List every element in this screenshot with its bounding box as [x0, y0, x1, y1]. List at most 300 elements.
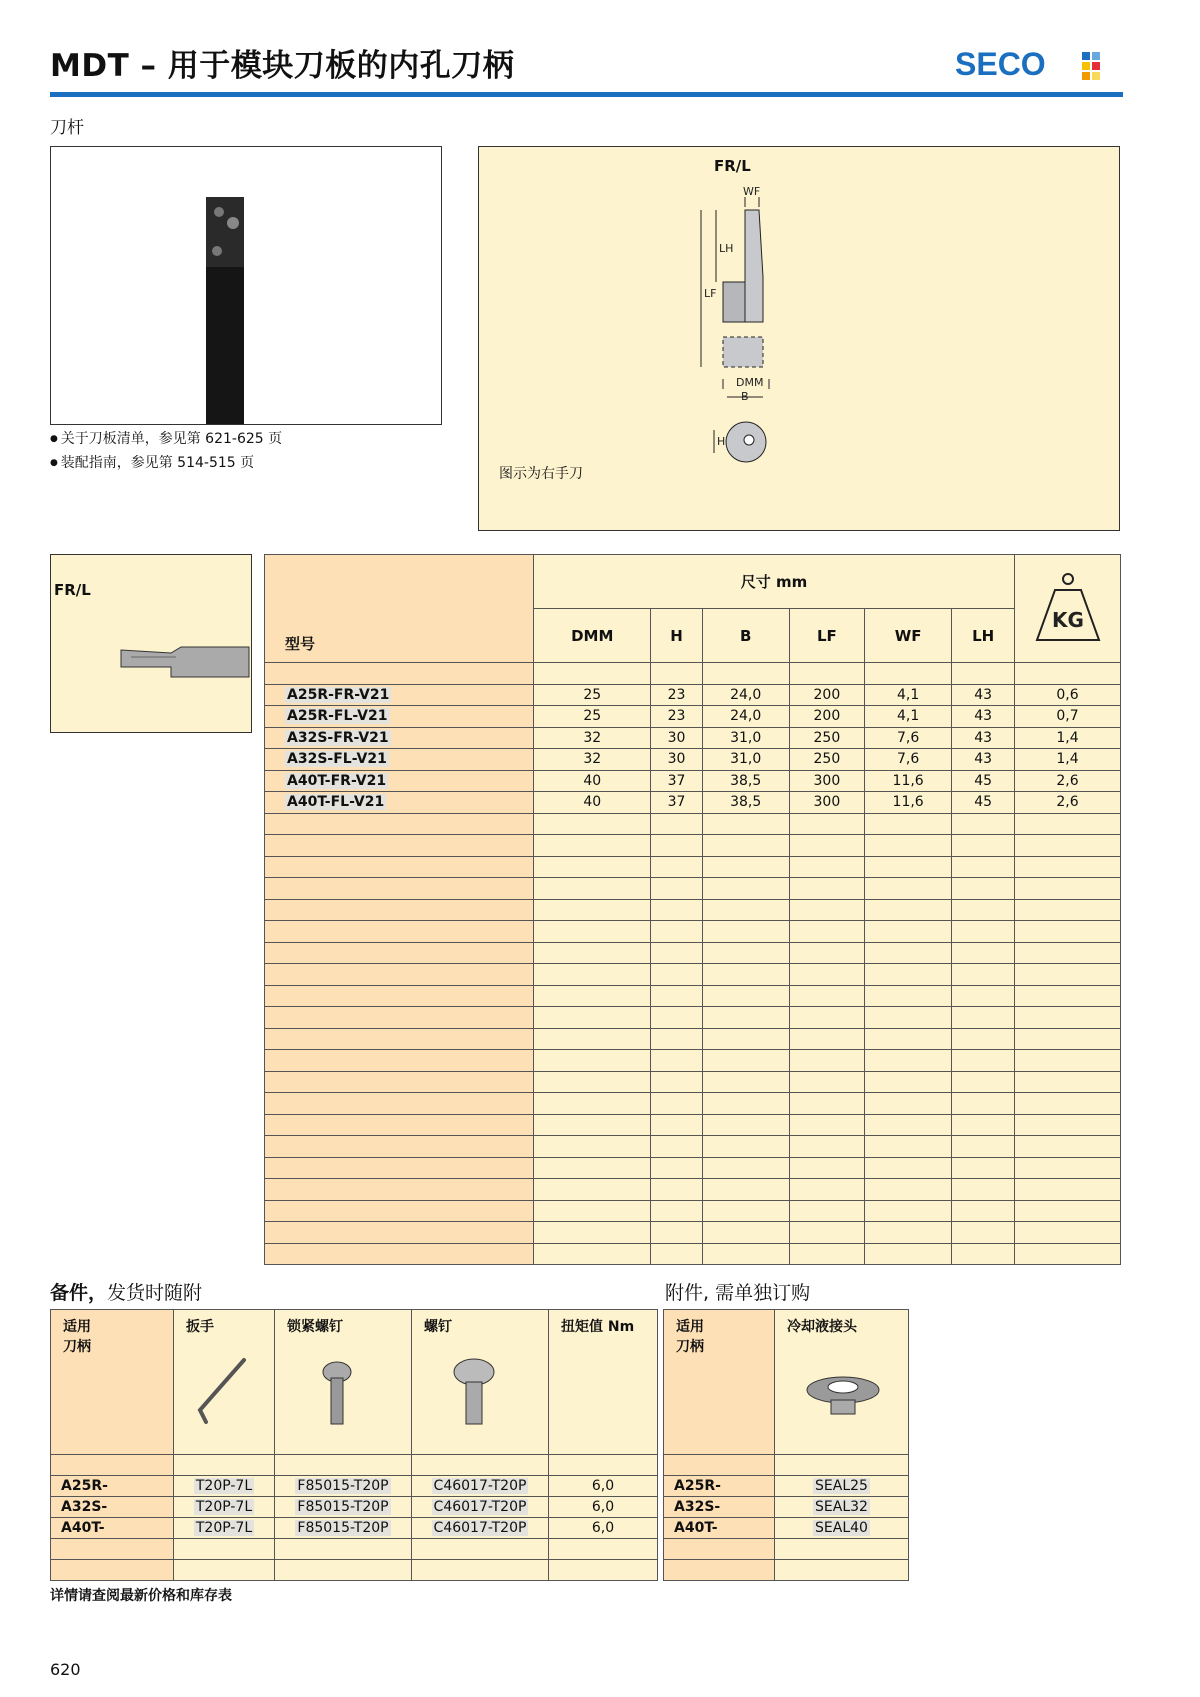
wf-cell: [865, 1114, 952, 1136]
b-cell: [702, 1007, 789, 1029]
wf-cell: [865, 921, 952, 943]
kg-cell: [1015, 856, 1121, 878]
accessory-row: [664, 1497, 909, 1518]
kg-cell: [1015, 1179, 1121, 1201]
kg-cell: [1015, 1093, 1121, 1115]
holder-cell: A25R-: [664, 1476, 775, 1497]
lock-value: F85015-T20P: [297, 1520, 389, 1536]
b-cell: [702, 1179, 789, 1201]
wf-cell: [865, 985, 952, 1007]
col-wf: WF: [865, 609, 952, 663]
table-row: [265, 749, 1121, 771]
lf-cell: [789, 1200, 864, 1222]
torque-cell: [549, 1560, 658, 1581]
model-code: A32S-FR-V21: [287, 729, 389, 746]
dmm-cell: 25: [534, 684, 651, 706]
coolant-value: SEAL32: [815, 1499, 868, 1515]
ac-coolant-header: 冷却液接头: [775, 1310, 909, 1455]
data-cell: [952, 663, 1015, 685]
table-row: [265, 942, 1121, 964]
lh-cell: [952, 921, 1015, 943]
table-row: [265, 856, 1121, 878]
lh-cell: [952, 942, 1015, 964]
holder-cell: A32S-: [664, 1497, 775, 1518]
dmm-cell: [534, 985, 651, 1007]
coolant-cell: [775, 1497, 909, 1518]
table-row: [265, 1028, 1121, 1050]
key-value: T20P-7L: [195, 1478, 253, 1494]
wf-cell: 4,1: [865, 706, 952, 728]
dmm-cell: [534, 813, 651, 835]
notes-list: [50, 428, 282, 476]
h-cell: [651, 942, 702, 964]
key-cell: [174, 1497, 275, 1518]
model-cell: [265, 1222, 534, 1244]
label-h: H: [717, 435, 726, 448]
dmm-cell: [534, 1157, 651, 1179]
screw-cell: [412, 1476, 549, 1497]
model-cell: [265, 770, 534, 792]
coolant-cell: [775, 1455, 909, 1476]
dmm-cell: [534, 942, 651, 964]
holder-cell: A25R-: [51, 1476, 174, 1497]
model-cell: [265, 813, 534, 835]
lh-cell: [952, 1157, 1015, 1179]
dmm-cell: [534, 964, 651, 986]
seco-logo: [955, 46, 1115, 82]
wf-cell: [865, 1179, 952, 1201]
h-cell: [651, 985, 702, 1007]
holder-cell: A40T-: [51, 1518, 174, 1539]
b-cell: 31,0: [702, 749, 789, 771]
wf-cell: [865, 1028, 952, 1050]
h-cell: [651, 899, 702, 921]
model-cell: [265, 1071, 534, 1093]
data-cell: [789, 663, 864, 685]
table-row: [265, 964, 1121, 986]
model-cell: [265, 1136, 534, 1158]
coolant-value: SEAL25: [815, 1478, 868, 1494]
lh-cell: 43: [952, 727, 1015, 749]
lock-value: F85015-T20P: [297, 1478, 389, 1494]
kg-cell: [1015, 1243, 1121, 1265]
lh-cell: [952, 1114, 1015, 1136]
model-cell: [265, 1114, 534, 1136]
product-photo: [50, 146, 442, 425]
table-row: [265, 706, 1121, 728]
lh-cell: [952, 813, 1015, 835]
table-row: [265, 1114, 1121, 1136]
lh-cell: 43: [952, 749, 1015, 771]
accessory-row: [664, 1518, 909, 1539]
table-row: [265, 1093, 1121, 1115]
model-cell: [265, 749, 534, 771]
table-row: [265, 1222, 1121, 1244]
lf-cell: [789, 1071, 864, 1093]
b-cell: [702, 1243, 789, 1265]
dmm-cell: [534, 1007, 651, 1029]
screw-cell: [412, 1518, 549, 1539]
insert-thumbnail: [51, 555, 251, 732]
sp-lock-header: 锁紧螺钉: [275, 1310, 412, 1455]
label-wf: WF: [743, 185, 761, 198]
kg-cell: [1015, 1007, 1121, 1029]
lh-cell: [952, 1050, 1015, 1072]
spare-row: [51, 1539, 658, 1560]
lock-screw-icon: [287, 1350, 387, 1440]
table-row: [265, 1243, 1121, 1265]
insert-type-label: FR/L: [54, 581, 91, 599]
data-cell: [534, 663, 651, 685]
kg-cell: [1015, 813, 1121, 835]
model-cell: [265, 921, 534, 943]
col-lh: LH: [952, 609, 1015, 663]
h-cell: [651, 921, 702, 943]
data-cell: [865, 663, 952, 685]
lock-cell: [275, 1560, 412, 1581]
kg-cell: 0,6: [1015, 684, 1121, 706]
table-row: [265, 921, 1121, 943]
coolant-value: SEAL40: [815, 1520, 868, 1536]
model-cell: [265, 1179, 534, 1201]
weight-header: [1015, 555, 1121, 663]
lh-cell: 43: [952, 706, 1015, 728]
table-row: [265, 813, 1121, 835]
wf-cell: [865, 1136, 952, 1158]
model-cell: [265, 792, 534, 814]
lf-cell: [789, 835, 864, 857]
key-cell: [174, 1476, 275, 1497]
data-cell: [651, 663, 702, 685]
label-lf: LF: [704, 287, 717, 300]
label-dmm: DMM: [736, 376, 764, 389]
table-row: [265, 770, 1121, 792]
lf-cell: [789, 985, 864, 1007]
table-row: [265, 792, 1121, 814]
table-spacer-row: [265, 663, 1121, 685]
coolant-cell: [775, 1476, 909, 1497]
diagram-caption: 图示为右手刀: [499, 466, 583, 482]
wf-cell: [865, 835, 952, 857]
lock-cell: [275, 1455, 412, 1476]
wf-cell: [865, 878, 952, 900]
dmm-cell: 25: [534, 706, 651, 728]
boring-bar-image: [51, 147, 441, 424]
col-h: H: [651, 609, 702, 663]
dmm-cell: [534, 856, 651, 878]
specification-table: [264, 554, 1121, 1265]
dmm-cell: [534, 921, 651, 943]
dmm-cell: [534, 878, 651, 900]
b-cell: 24,0: [702, 706, 789, 728]
table-row: [265, 1136, 1121, 1158]
accessory-row: [664, 1539, 909, 1560]
b-cell: [702, 856, 789, 878]
dmm-cell: 32: [534, 727, 651, 749]
h-cell: 37: [651, 792, 702, 814]
lh-cell: 45: [952, 792, 1015, 814]
model-cell: [265, 1093, 534, 1115]
lh-cell: [952, 1243, 1015, 1265]
holder-cell: [51, 1539, 174, 1560]
note-item: ● 关于刀板清单，参见第 621-625 页: [50, 428, 282, 452]
lh-cell: [952, 1136, 1015, 1158]
lf-cell: [789, 856, 864, 878]
kg-cell: [1015, 921, 1121, 943]
b-cell: [702, 1136, 789, 1158]
model-cell: [265, 727, 534, 749]
model-cell: [265, 663, 534, 685]
spare-row: [51, 1497, 658, 1518]
spare-row: [51, 1518, 658, 1539]
lf-cell: [789, 1157, 864, 1179]
model-cell: [265, 1157, 534, 1179]
accessories-table: [663, 1309, 909, 1581]
lh-cell: [952, 856, 1015, 878]
wf-cell: [865, 1007, 952, 1029]
insert-type-panel: [50, 554, 252, 733]
torque-value: 6,0: [591, 1499, 615, 1515]
torque-cell: [549, 1497, 658, 1518]
holder-cell: [664, 1455, 775, 1476]
label-b: B: [741, 390, 749, 403]
lf-cell: [789, 1136, 864, 1158]
h-cell: 37: [651, 770, 702, 792]
h-cell: [651, 1071, 702, 1093]
lock-value: F85015-T20P: [297, 1499, 389, 1515]
kg-cell: [1015, 878, 1121, 900]
wf-cell: [865, 964, 952, 986]
h-cell: [651, 1093, 702, 1115]
model-cell: [265, 878, 534, 900]
sp-key-header: 扳手: [174, 1310, 275, 1455]
key-cell: [174, 1455, 275, 1476]
lh-cell: [952, 878, 1015, 900]
dmm-cell: 32: [534, 749, 651, 771]
table-row: [265, 835, 1121, 857]
model-code: A32S-FL-V21: [287, 751, 387, 768]
page-title: MDT – 用于模块刀板的内孔刀柄: [50, 48, 515, 84]
lock-cell: [275, 1539, 412, 1560]
kg-cell: [1015, 1157, 1121, 1179]
lf-cell: [789, 1222, 864, 1244]
key-value: T20P-7L: [195, 1499, 253, 1515]
lh-cell: [952, 964, 1015, 986]
lf-cell: [789, 813, 864, 835]
lock-cell: [275, 1497, 412, 1518]
col-b: B: [702, 609, 789, 663]
data-cell: [702, 663, 789, 685]
b-cell: [702, 835, 789, 857]
h-cell: [651, 1243, 702, 1265]
screw-cell: [412, 1539, 549, 1560]
weight-icon: [1033, 570, 1103, 644]
h-cell: [651, 1136, 702, 1158]
h-cell: [651, 1200, 702, 1222]
lh-cell: [952, 1179, 1015, 1201]
table-row: [265, 985, 1121, 1007]
screw-icon: [424, 1350, 524, 1440]
holder-cell: [664, 1560, 775, 1581]
torque-cell: [549, 1539, 658, 1560]
kg-cell: [1015, 835, 1121, 857]
wf-cell: [865, 1050, 952, 1072]
header-rule: [50, 92, 1123, 97]
screw-cell: [412, 1497, 549, 1518]
screw-value: C46017-T20P: [433, 1520, 527, 1536]
kg-cell: [1015, 1200, 1121, 1222]
lf-cell: [789, 964, 864, 986]
accessory-row: [664, 1455, 909, 1476]
lock-cell: [275, 1476, 412, 1497]
b-cell: [702, 1028, 789, 1050]
h-cell: [651, 878, 702, 900]
lh-cell: [952, 1093, 1015, 1115]
model-code: A25R-FR-V21: [287, 686, 390, 703]
lh-cell: [952, 1007, 1015, 1029]
wf-cell: [865, 899, 952, 921]
accessory-row: [664, 1560, 909, 1581]
dmm-cell: 40: [534, 770, 651, 792]
lf-cell: [789, 1093, 864, 1115]
h-cell: [651, 1028, 702, 1050]
sp-holder-header: 适用刀柄: [51, 1310, 174, 1455]
spare-parts-table: [50, 1309, 658, 1581]
dmm-cell: [534, 1136, 651, 1158]
b-cell: [702, 1222, 789, 1244]
model-cell: [265, 1028, 534, 1050]
spare-parts-title: 备件，发货时随附: [50, 1282, 203, 1304]
model-cell: [265, 964, 534, 986]
model-cell: [265, 684, 534, 706]
dmm-cell: [534, 835, 651, 857]
data-cell: [1015, 663, 1121, 685]
kg-cell: 2,6: [1015, 792, 1121, 814]
screw-cell: [412, 1560, 549, 1581]
wf-cell: [865, 942, 952, 964]
table-row: [265, 684, 1121, 706]
b-cell: [702, 1114, 789, 1136]
kg-cell: [1015, 942, 1121, 964]
table-row: [265, 1200, 1121, 1222]
kg-cell: [1015, 1050, 1121, 1072]
lf-cell: 250: [789, 749, 864, 771]
wf-cell: 11,6: [865, 770, 952, 792]
spare-row: [51, 1476, 658, 1497]
accessory-row: [664, 1476, 909, 1497]
kg-cell: [1015, 1114, 1121, 1136]
hex-key-icon: [186, 1350, 256, 1440]
label-lh: LH: [719, 242, 734, 255]
b-cell: [702, 921, 789, 943]
lf-cell: [789, 1050, 864, 1072]
lh-cell: [952, 985, 1015, 1007]
lf-cell: [789, 1243, 864, 1265]
table-row: [265, 1157, 1121, 1179]
lf-cell: 250: [789, 727, 864, 749]
model-cell: [265, 1200, 534, 1222]
lf-cell: [789, 921, 864, 943]
b-cell: [702, 1093, 789, 1115]
holder-cell: A40T-: [664, 1518, 775, 1539]
model-cell: [265, 856, 534, 878]
table-row: [265, 727, 1121, 749]
model-cell: [265, 706, 534, 728]
dmm-cell: [534, 1222, 651, 1244]
kg-cell: [1015, 985, 1121, 1007]
torque-value: 6,0: [591, 1478, 615, 1494]
holder-cell: A32S-: [51, 1497, 174, 1518]
lock-cell: [275, 1518, 412, 1539]
holder-cell: [51, 1560, 174, 1581]
model-cell: [265, 942, 534, 964]
h-cell: 30: [651, 749, 702, 771]
screw-value: C46017-T20P: [433, 1499, 527, 1515]
ac-holder-header: 适用刀柄: [664, 1310, 775, 1455]
kg-cell: 0,7: [1015, 706, 1121, 728]
lh-cell: [952, 1222, 1015, 1244]
wf-cell: [865, 856, 952, 878]
model-cell: [265, 1243, 534, 1265]
b-cell: 38,5: [702, 792, 789, 814]
h-cell: 30: [651, 727, 702, 749]
lh-cell: 45: [952, 770, 1015, 792]
b-cell: 38,5: [702, 770, 789, 792]
b-cell: [702, 1050, 789, 1072]
lf-cell: [789, 899, 864, 921]
diagram-title: FR/L: [714, 157, 751, 175]
h-cell: [651, 1222, 702, 1244]
h-cell: [651, 1114, 702, 1136]
kg-cell: [1015, 1136, 1121, 1158]
lf-cell: [789, 942, 864, 964]
lh-cell: 43: [952, 684, 1015, 706]
b-cell: [702, 899, 789, 921]
torque-value: 6,0: [591, 1520, 615, 1536]
h-cell: [651, 1157, 702, 1179]
screw-value: C46017-T20P: [433, 1478, 527, 1494]
wf-cell: [865, 1071, 952, 1093]
lh-cell: [952, 1071, 1015, 1093]
b-cell: [702, 964, 789, 986]
sp-torque-header: 扭矩值 Nm: [549, 1310, 658, 1455]
wf-cell: 4,1: [865, 684, 952, 706]
coolant-cell: [775, 1560, 909, 1581]
torque-cell: [549, 1518, 658, 1539]
wf-cell: [865, 1200, 952, 1222]
lf-cell: 300: [789, 770, 864, 792]
kg-cell: [1015, 899, 1121, 921]
h-cell: [651, 856, 702, 878]
b-cell: [702, 1200, 789, 1222]
wf-cell: 7,6: [865, 727, 952, 749]
h-cell: [651, 1050, 702, 1072]
key-value: T20P-7L: [195, 1520, 253, 1536]
h-cell: 23: [651, 706, 702, 728]
page-number: 620: [50, 1660, 81, 1679]
accessories-title: 附件, 需单独订购: [665, 1282, 811, 1304]
section-title: 刀杆: [50, 118, 84, 138]
kg-cell: [1015, 964, 1121, 986]
coolant-seal-icon: [787, 1350, 897, 1440]
dmm-cell: [534, 1179, 651, 1201]
kg-cell: 2,6: [1015, 770, 1121, 792]
lf-cell: 200: [789, 684, 864, 706]
b-cell: [702, 1157, 789, 1179]
dmm-cell: [534, 1114, 651, 1136]
col-lf: LF: [789, 609, 864, 663]
spare-row: [51, 1560, 658, 1581]
